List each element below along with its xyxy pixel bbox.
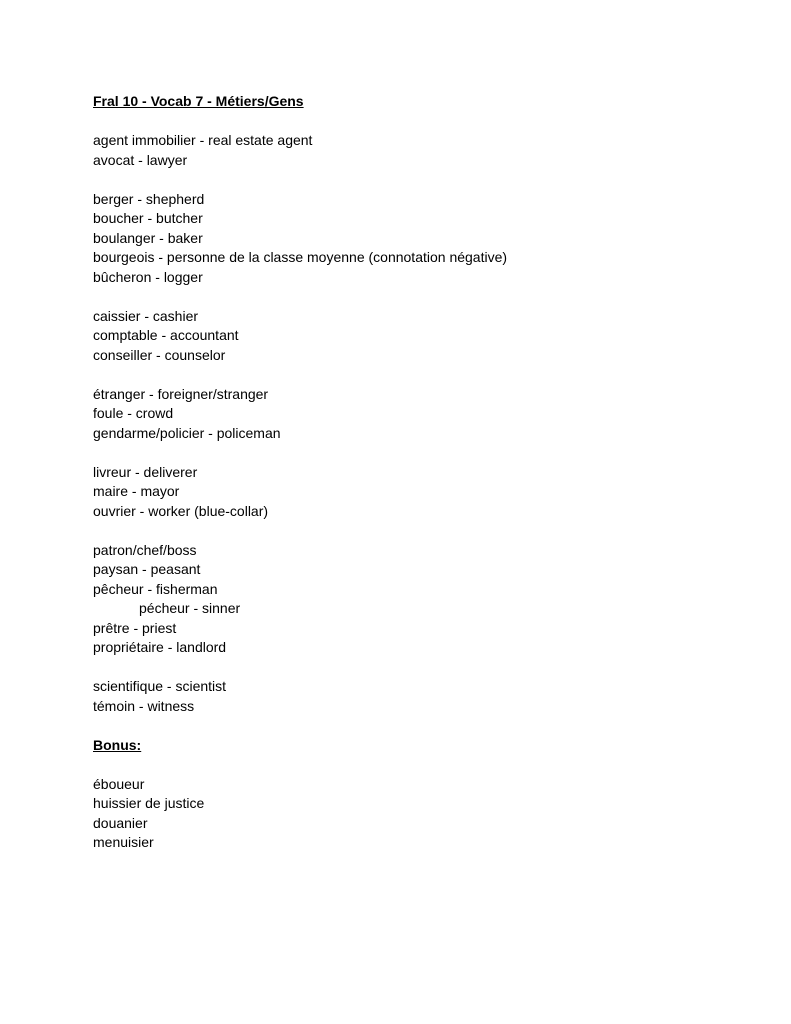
bonus-item: huissier de justice xyxy=(93,795,205,811)
document-page xyxy=(93,92,753,853)
bonus-heading: Bonus: xyxy=(93,736,142,753)
vocab-line: témoin - witness xyxy=(93,697,195,714)
vocab-line: agent immobilier - real estate agent xyxy=(93,132,313,148)
bonus-item: douanier xyxy=(93,814,148,831)
vocab-line: ouvrier - worker (blue-collar) xyxy=(93,502,269,519)
vocab-line: bûcheron - logger xyxy=(93,268,203,285)
vocab-line: avocat - lawyer xyxy=(93,151,188,168)
vocab-line: caissier - cashier xyxy=(93,307,199,324)
vocab-line: comptable - accountant xyxy=(93,327,239,343)
vocab-line: étranger - foreigner/stranger xyxy=(93,385,269,402)
vocab-group xyxy=(93,307,753,366)
vocab-group xyxy=(93,385,753,444)
vocab-line: pêcheur - fisherman xyxy=(93,580,218,597)
vocab-line: foule - crowd xyxy=(93,405,174,421)
vocab-line: paysan - peasant xyxy=(93,561,201,577)
bonus-item: éboueur xyxy=(93,775,145,792)
vocab-line: boulanger - baker xyxy=(93,229,203,246)
vocab-line: berger - shepherd xyxy=(93,190,205,207)
vocab-line: propriétaire - landlord xyxy=(93,639,227,655)
bonus-item: menuisier xyxy=(93,834,154,850)
vocab-group xyxy=(93,541,753,658)
document-title: Fral 10 - Vocab 7 - Métiers/Gens xyxy=(93,93,304,109)
vocab-line: livreur - deliverer xyxy=(93,463,198,480)
vocab-line: pécheur - sinner xyxy=(139,600,241,616)
vocab-line: conseiller - counselor xyxy=(93,346,226,363)
vocab-groups xyxy=(93,131,753,716)
vocab-group xyxy=(93,677,753,716)
vocab-line: bourgeois - personne de la classe moyenne (connotation négative) xyxy=(93,249,508,265)
vocab-line: prêtre - priest xyxy=(93,619,177,636)
vocab-line: maire - mayor xyxy=(93,483,180,499)
vocab-group xyxy=(93,131,753,170)
vocab-line: patron/chef/boss xyxy=(93,541,197,558)
vocab-line: boucher - butcher xyxy=(93,210,203,226)
vocab-group xyxy=(93,190,753,288)
vocab-group xyxy=(93,463,753,522)
vocab-line: gendarme/policier - policeman xyxy=(93,424,281,441)
vocab-line: scientifique - scientist xyxy=(93,678,227,694)
bonus-list xyxy=(93,775,753,853)
